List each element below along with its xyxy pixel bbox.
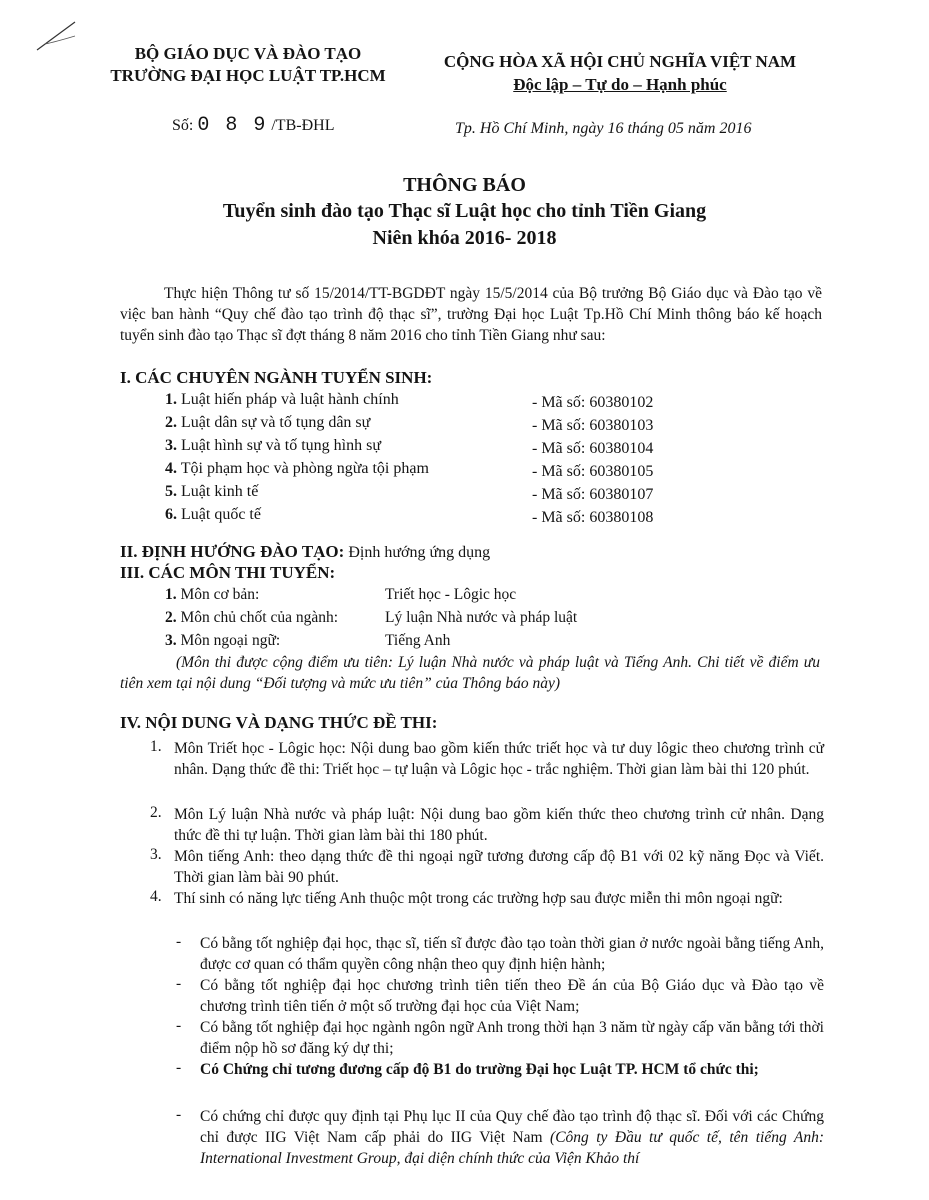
major-item-name: Luật kinh tế	[181, 483, 259, 500]
major-item-name: Luật dân sự và tố tụng dân sự	[181, 414, 371, 431]
major-item-code: - Mã số: 60380105	[532, 463, 654, 480]
bullet-dash-icon: -	[176, 1059, 182, 1076]
major-item-code: - Mã số: 60380107	[532, 486, 654, 503]
exam-subject-label: Môn chủ chốt của ngành:	[180, 609, 339, 626]
section3-heading: III. CÁC MÔN THI TUYỂN:	[120, 563, 336, 582]
document-number-prefix: Số:	[172, 117, 194, 134]
section2-value: Định hướng ứng dụng	[348, 544, 491, 561]
exemption-item	[200, 1017, 824, 1059]
major-item-code: - Mã số: 60380104	[532, 440, 654, 457]
exemption-text: Có bằng tốt nghiệp đại học, thạc sĩ, tiến sĩ được đào tạo toàn thời gian ở nước ngoài bằng tiếng Anh, được cơ quan có thẩm quyền công nhận theo quy định hiện hành;	[200, 935, 824, 973]
major-item-code: - Mã số: 60380102	[532, 394, 654, 411]
exemption-text: Có bằng tốt nghiệp đại học ngành ngôn ngữ Anh trong thời hạn 3 năm từ ngày cấp văn bằng tới thời điểm nộp hồ sơ đăng ký dự thi;	[200, 1019, 824, 1057]
section2-heading: II. ĐỊNH HƯỚNG ĐÀO TẠO:	[120, 542, 345, 561]
document-number	[172, 114, 334, 137]
exemption-item	[200, 933, 824, 975]
motto: Độc lập – Tự do – Hạnh phúc	[513, 75, 727, 94]
major-item-name: Luật hình sự và tố tụng hình sự	[181, 437, 381, 454]
exam-subject-number: 3.	[165, 632, 177, 649]
document-year: Niên khóa 2016- 2018	[372, 227, 557, 249]
document-title: THÔNG BÁO	[403, 174, 526, 196]
section2	[120, 542, 490, 562]
exam-content-text: Môn tiếng Anh: theo dạng thức đề thi ngoại ngữ tương đương cấp độ B1 với 02 kỹ năng Đọc và Viết. Thời gian làm bài 90 phút.	[174, 848, 824, 886]
exam-content-text: Môn Lý luận Nhà nước và pháp luật: Nội dung bao gồm kiến thức theo chương trình cử nhân. Dạng thức đề thi tự luận. Thời gian làm bài thi 180 phút.	[174, 806, 824, 844]
bullet-dash-icon: -	[176, 1106, 182, 1123]
major-item-number: 1.	[165, 391, 177, 408]
exam-subject-item	[165, 609, 338, 627]
exam-subject-label: Môn ngoại ngữ:	[180, 632, 281, 649]
major-item-number: 4.	[165, 460, 177, 477]
major-item	[165, 506, 261, 524]
major-item	[165, 460, 429, 478]
exemption-item	[200, 1106, 824, 1169]
exemption-item	[200, 1059, 824, 1080]
exemption-text: Có Chứng chỉ tương đương cấp độ B1 do trường Đại học Luật TP. HCM tổ chức thi;	[200, 1061, 759, 1078]
major-item-number: 3.	[165, 437, 177, 454]
exam-subject-label: Môn cơ bản:	[180, 586, 260, 603]
document-subtitle: Tuyển sinh đào tạo Thạc sĩ Luật học cho tỉnh Tiền Giang	[222, 200, 707, 222]
exam-content-text: Môn Triết học - Lôgic học: Nội dung bao gồm kiến thức triết học và tư duy lôgic theo chương trình cử nhân. Dạng thức đề thi: Triết học – tự luận và Lôgic học - trắc nghiệm. Thời gian làm bài thi 120 phút.	[174, 740, 824, 778]
major-item	[165, 437, 381, 455]
section1-heading: I. CÁC CHUYÊN NGÀNH TUYỂN SINH:	[120, 368, 433, 387]
exam-content-number: 4.	[150, 888, 162, 905]
republic-name: CỘNG HÒA XÃ HỘI CHỦ NGHĨA VIỆT NAM	[443, 52, 797, 71]
exemption-item	[200, 975, 824, 1017]
exam-subject-value: Lý luận Nhà nước và pháp luật	[385, 609, 578, 626]
exam-content-number: 2.	[150, 804, 162, 821]
school-name: TRƯỜNG ĐẠI HỌC LUẬT TP.HCM	[110, 66, 386, 85]
exam-subject-item	[165, 586, 259, 604]
exam-subject-number: 2.	[165, 609, 177, 626]
document-number-suffix: /TB-ĐHL	[271, 117, 335, 134]
major-item-number: 2.	[165, 414, 177, 431]
major-item-code: - Mã số: 60380108	[532, 509, 654, 526]
major-item-name: Luật quốc tế	[181, 506, 261, 523]
motto-wrapper	[420, 75, 820, 95]
exemption-text: Có chứng chỉ được quy định tại Phụ lục II của Quy chế đào tạo trình độ thạc sĩ. Đối với các Chứng chỉ được IIG Việt Nam cấp phải do IIG Việt Nam	[200, 1108, 824, 1146]
exam-subject-value: Tiếng Anh	[385, 632, 451, 649]
major-item	[165, 483, 258, 501]
major-item-name: Tội phạm học và phòng ngừa tội phạm	[180, 460, 429, 477]
exam-content-number: 1.	[150, 738, 162, 755]
bullet-dash-icon: -	[176, 933, 182, 950]
place-date: Tp. Hồ Chí Minh, ngày 16 tháng 05 năm 2016	[455, 120, 752, 137]
major-item-number: 6.	[165, 506, 177, 523]
section4-heading: IV. NỘI DUNG VÀ DẠNG THỨC ĐỀ THI:	[120, 713, 438, 732]
exam-content-number: 3.	[150, 846, 162, 863]
bullet-dash-icon: -	[176, 975, 182, 992]
exam-subject-number: 1.	[165, 586, 177, 603]
bullet-dash-icon: -	[176, 1017, 182, 1034]
priority-note: (Môn thi được cộng điểm ưu tiên: Lý luận Nhà nước và pháp luật và Tiếng Anh. Chi tiết về điểm ưu tiên xem tại nội dung “Đối tượng và mức ưu tiên” của Thông báo này)	[120, 654, 820, 692]
major-item-code: - Mã số: 60380103	[532, 417, 654, 434]
major-item-name: Luật hiến pháp và luật hành chính	[181, 391, 399, 408]
major-item-number: 5.	[165, 483, 177, 500]
ministry-name: BỘ GIÁO DỤC VÀ ĐÀO TẠO	[134, 44, 362, 63]
exam-subject-item	[165, 632, 280, 650]
pen-mark-icon	[35, 18, 85, 58]
intro-paragraph: Thực hiện Thông tư số 15/2014/TT-BGDĐT ngày 15/5/2014 của Bộ trưởng Bộ Giáo dục và Đào tạo về việc ban hành “Quy chế đào tạo trình độ thạc sĩ”, trường Đại học Luật Tp.Hồ Chí Minh thông báo kế hoạch tuyển sinh đào tạo Thạc sĩ đợt tháng 8 năm 2016 cho tỉnh Tiền Giang như sau:	[120, 285, 822, 344]
exam-subject-value: Triết học - Lôgic học	[385, 586, 517, 603]
exam-content-text: Thí sinh có năng lực tiếng Anh thuộc một trong các trường hợp sau được miễn thi môn ngoại ngữ:	[174, 890, 783, 907]
document-number-value: 0 8 9	[197, 114, 268, 137]
major-item	[165, 391, 399, 409]
major-item	[165, 414, 370, 432]
exemption-text: Có bằng tốt nghiệp đại học chương trình tiên tiến theo Đề án của Bộ Giáo dục và Đào tạo về chương trình tiên tiến ở một số trường đại học của Việt Nam;	[200, 977, 824, 1015]
exemption-text-italic: (Công ty Đầu tư quốc tế, tên tiếng Anh: International Investment Group, đại diện chính thức của Viện Khảo thí	[200, 1129, 824, 1167]
